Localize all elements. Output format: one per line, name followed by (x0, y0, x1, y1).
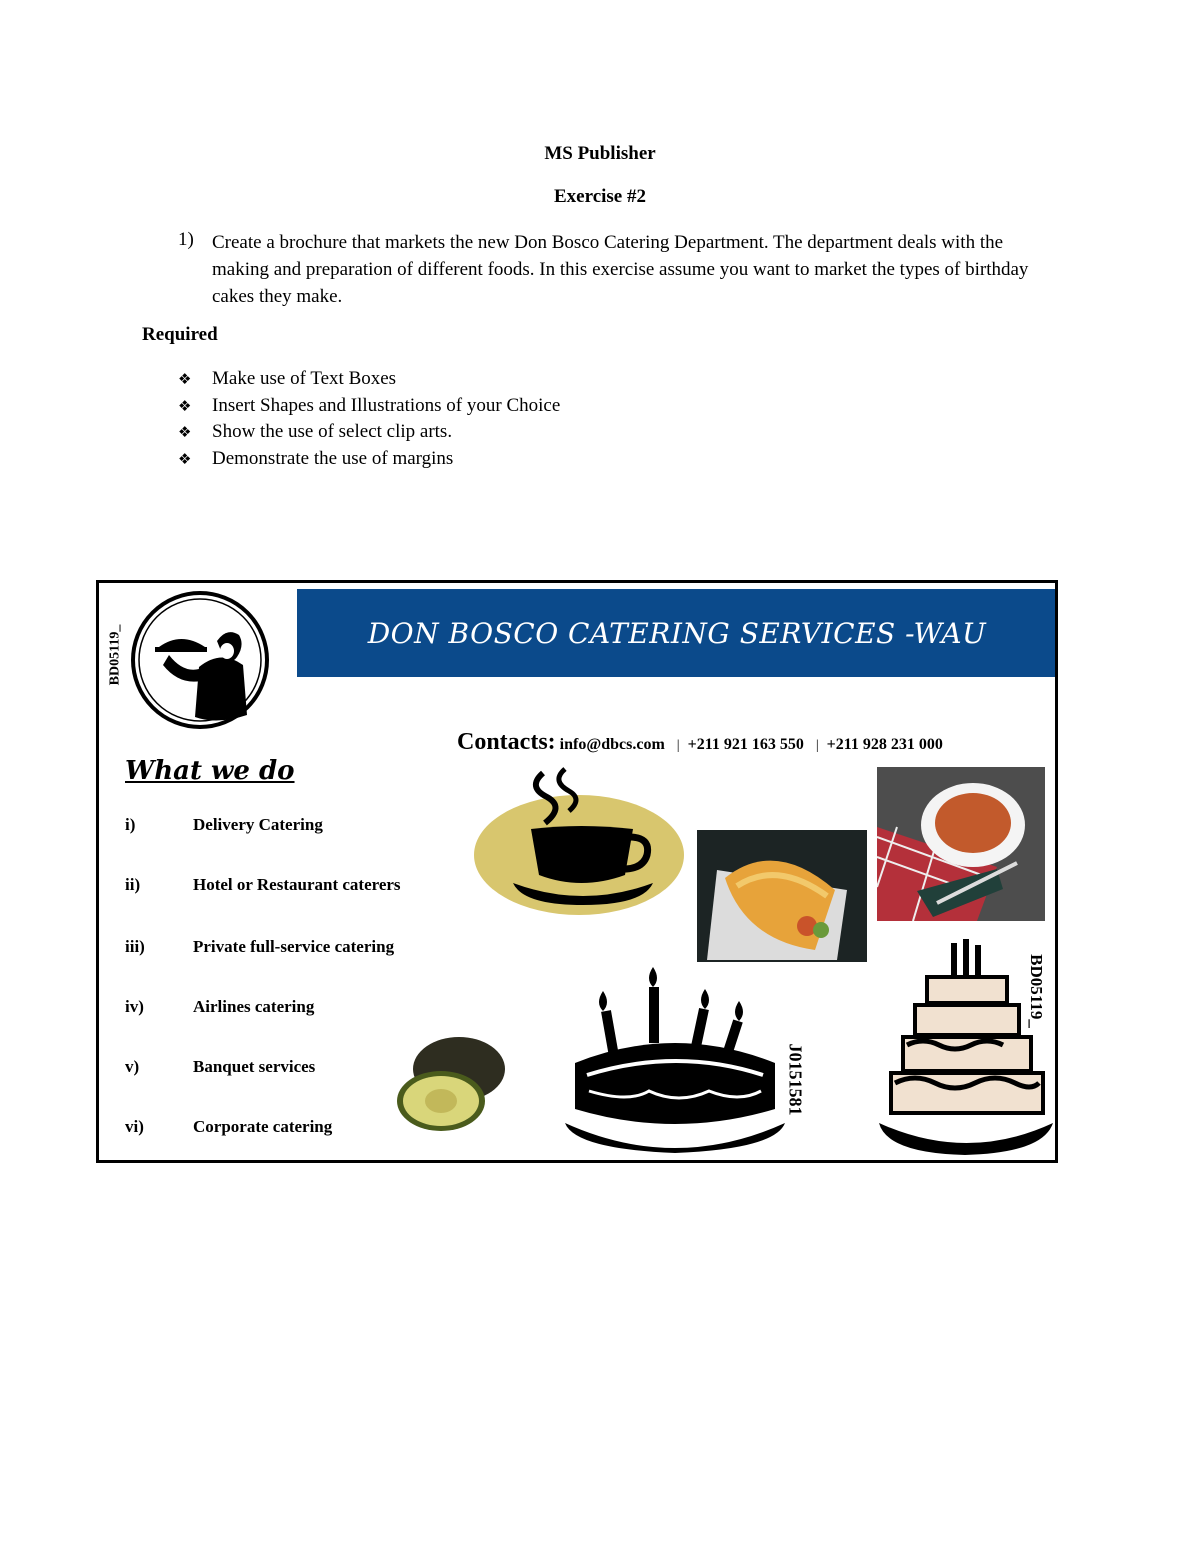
list-item: ❖ Show the use of select clip arts. (178, 419, 560, 446)
service-item: vi) Corporate catering (125, 1117, 333, 1136)
logo-code: BD05119_ (107, 624, 123, 686)
contacts-line (457, 729, 943, 756)
service-item: i) Delivery Catering (125, 815, 323, 834)
pastry-photo-icon (697, 830, 867, 962)
contact-separator: | (676, 738, 680, 753)
exercise-title: Exercise #2 (554, 186, 646, 207)
banner-title: DON BOSCO CATERING SERVICES -WAU (367, 616, 987, 650)
brochure-banner (297, 589, 1057, 677)
bullet-diamond-icon: ❖ (178, 450, 192, 469)
service-item: iii) Private full-service catering (125, 937, 395, 956)
contacts-label: Contacts: (457, 729, 556, 755)
contact-phone-2: +211 928 231 000 (826, 736, 943, 753)
pasta-plate-photo-icon (877, 767, 1045, 921)
task-text: Create a brochure that markets the new Don Bosco Catering Department. The department deals with the making and preparation of different foods. In this exercise assume you want to market the types of birthday cakes they make. (212, 232, 1029, 307)
cake2-code: BD05119_ (1026, 954, 1046, 1028)
birthday-cake-icon (563, 963, 793, 1159)
brochure-sample (96, 580, 1058, 1163)
what-we-do-heading: What we do (125, 756, 295, 786)
list-item: ❖ Demonstrate the use of margins (178, 446, 560, 473)
bullet-diamond-icon: ❖ (178, 370, 192, 388)
list-item: ❖ Insert Shapes and Illustrations of your Choice (178, 393, 560, 420)
waiter-logo-icon (129, 589, 271, 731)
service-item: ii) Hotel or Restaurant caterers (125, 875, 401, 894)
task-number: 1) (178, 229, 194, 250)
required-heading: Required (142, 324, 218, 345)
avocado-icon (395, 1029, 507, 1139)
coffee-cup-icon (473, 765, 689, 921)
contact-separator: | (815, 738, 819, 753)
bullet-diamond-icon: ❖ (178, 423, 192, 442)
service-item: iv) Airlines catering (125, 997, 315, 1016)
cake-code: J0151581 (785, 1043, 806, 1116)
service-item: v) Banquet services (125, 1057, 316, 1076)
contact-phone-1: +211 921 163 550 (687, 736, 804, 753)
list-item: ❖ Make use of Text Boxes (178, 366, 560, 393)
contact-email: info@dbcs.com (559, 736, 665, 753)
bullet-diamond-icon: ❖ (178, 396, 192, 415)
required-list (178, 366, 560, 473)
page-title: MS Publisher (544, 143, 656, 164)
